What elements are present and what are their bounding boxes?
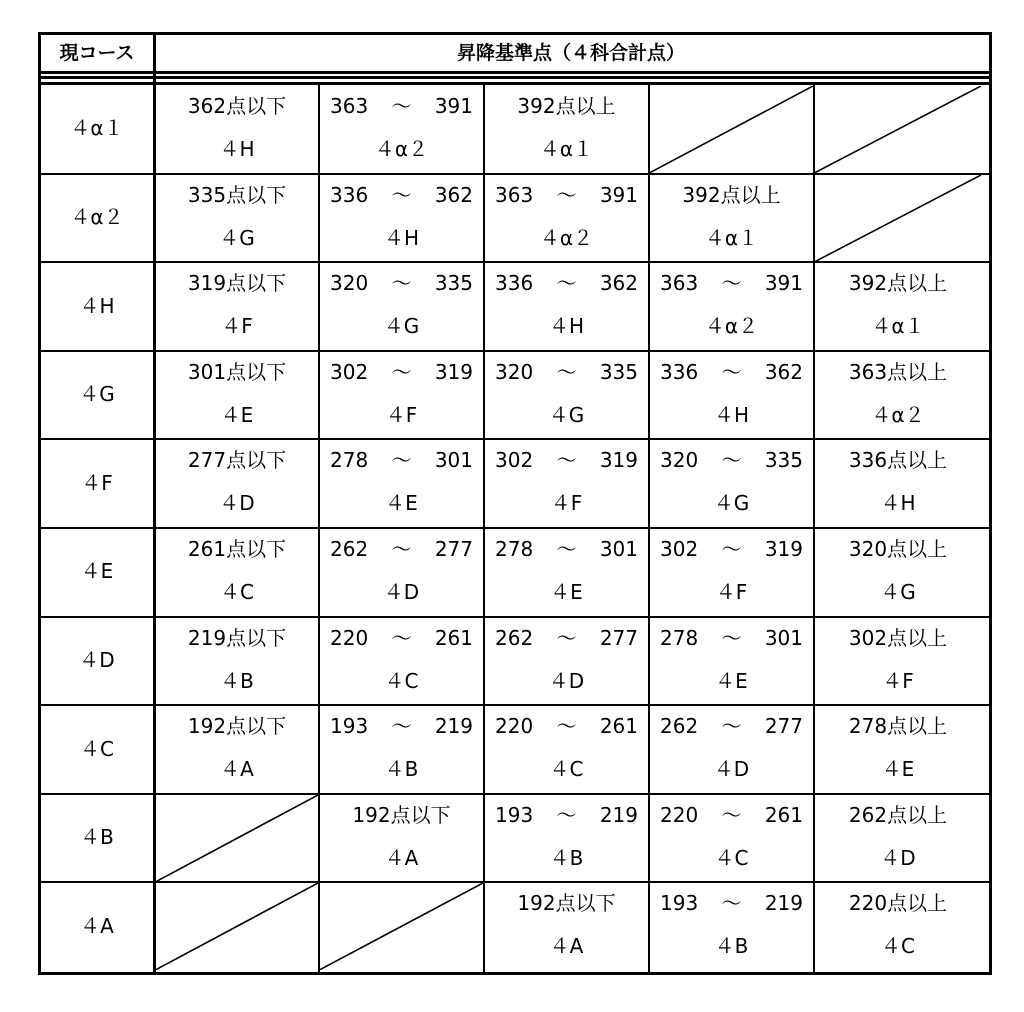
- empty-cell-diagonal: [815, 86, 981, 173]
- diagonal-line: [815, 86, 981, 173]
- range-sep: ～: [556, 714, 577, 739]
- criteria-cell: [156, 86, 318, 173]
- criteria-cell: [815, 175, 981, 262]
- range-lo: 262: [495, 625, 534, 650]
- score-threshold: 335点以下: [187, 182, 287, 207]
- criteria-cell: [156, 883, 318, 970]
- result-course: ４F: [221, 314, 253, 339]
- result-course: ４D: [880, 845, 916, 870]
- criteria-cell: [815, 795, 981, 882]
- criteria-cell: [156, 175, 318, 262]
- result-course: ４E: [385, 491, 418, 516]
- range-hi: 301: [764, 625, 803, 650]
- course-label: ４α２: [70, 204, 124, 229]
- range-hi: 277: [434, 537, 473, 561]
- range-sep: ～: [556, 271, 577, 296]
- header-course-label: 現コース: [59, 42, 135, 64]
- range-hi: 277: [764, 714, 803, 739]
- range-hi: 261: [764, 802, 803, 827]
- result-course: ４E: [881, 757, 915, 782]
- range-sep: ～: [721, 625, 742, 650]
- range-hi: 219: [599, 802, 638, 827]
- score-threshold: 363点以上: [848, 359, 948, 384]
- range-sep: ～: [721, 271, 742, 296]
- range-sep: ～: [556, 448, 577, 473]
- range-lo: 193: [495, 802, 534, 827]
- result-course: ４B: [549, 845, 584, 870]
- result-course: ４G: [383, 314, 420, 339]
- result-course: ４H: [713, 402, 750, 427]
- range-sep: ～: [391, 537, 412, 561]
- range-sep: ～: [556, 625, 577, 650]
- result-course: ４A: [384, 845, 419, 870]
- score-threshold: 319点以下: [187, 271, 287, 296]
- criteria-cell: [156, 440, 318, 527]
- criteria-cell: [650, 440, 813, 527]
- range-lo: 262: [660, 714, 699, 739]
- criteria-cell: [320, 263, 483, 350]
- range-sep: ～: [391, 271, 412, 296]
- criteria-cell: [815, 86, 981, 173]
- result-course: ４G: [548, 402, 585, 427]
- criteria-cell: [156, 352, 318, 439]
- criteria-cell: [650, 883, 813, 970]
- score-threshold: 219点以下: [187, 625, 287, 650]
- criteria-cell: [156, 618, 318, 705]
- criteria-cell: [156, 529, 318, 616]
- range-sep: ～: [721, 802, 742, 827]
- diagonal-line: [320, 883, 483, 970]
- range-lo: 262: [330, 537, 369, 561]
- course-label: ４H: [79, 293, 115, 318]
- score-threshold: 302点以上: [848, 625, 948, 650]
- range-lo: 320: [330, 271, 369, 296]
- criteria-cell: [650, 618, 813, 705]
- criteria-cell: [320, 86, 483, 173]
- criteria-cell: [485, 440, 648, 527]
- criteria-cell: [650, 706, 813, 793]
- course-label: ４α１: [70, 116, 124, 141]
- range-sep: ～: [721, 537, 742, 561]
- result-course: ４E: [220, 402, 254, 427]
- range-lo: 320: [660, 448, 699, 473]
- range-lo: 320: [495, 359, 534, 384]
- criteria-cell: [650, 529, 813, 616]
- criteria-cell: [485, 883, 648, 970]
- range-lo: 302: [330, 359, 369, 384]
- result-course: ４B: [714, 934, 749, 959]
- result-course: ４C: [384, 668, 419, 693]
- criteria-cell: [485, 618, 648, 705]
- criteria-cell: [485, 706, 648, 793]
- diagonal-line: [815, 175, 981, 262]
- score-threshold: 336点以上: [848, 448, 948, 473]
- range-sep: ～: [391, 625, 412, 650]
- criteria-cell: [650, 86, 813, 173]
- result-course: ４B: [384, 757, 419, 782]
- range-lo: 220: [495, 714, 534, 739]
- empty-cell-diagonal: [815, 175, 981, 262]
- range-lo: 278: [660, 625, 699, 650]
- result-course: ４α２: [871, 402, 925, 427]
- course-label: ４G: [79, 382, 115, 407]
- score-threshold: 220点以上: [848, 891, 948, 916]
- result-course: ４F: [385, 402, 418, 427]
- result-course: ４C: [714, 845, 749, 870]
- range-lo: 220: [330, 625, 369, 650]
- range-hi: 301: [599, 537, 638, 561]
- criteria-cell: [156, 263, 318, 350]
- range-lo: 336: [330, 182, 369, 207]
- range-lo: 363: [660, 271, 699, 296]
- range-sep: ～: [556, 359, 577, 384]
- diagonal-line: [650, 86, 813, 173]
- criteria-cell: [485, 795, 648, 882]
- criteria-cell: [650, 263, 813, 350]
- score-threshold: 192点以下: [187, 714, 287, 739]
- result-course: ４E: [715, 668, 748, 693]
- course-label: ４C: [80, 736, 114, 761]
- range-sep: ～: [721, 714, 742, 739]
- range-sep: ～: [391, 714, 412, 739]
- header-criteria-label: 昇降基準点（４科合計点）: [456, 42, 685, 64]
- range-hi: 335: [764, 448, 803, 473]
- score-threshold: 362点以下: [187, 94, 287, 118]
- result-course: ４D: [548, 668, 585, 693]
- range-sep: ～: [556, 537, 577, 561]
- criteria-cell: [320, 352, 483, 439]
- range-lo: 302: [495, 448, 534, 473]
- range-sep: ～: [556, 182, 577, 207]
- result-course: ４G: [880, 580, 916, 604]
- result-course: ４C: [220, 580, 254, 604]
- criteria-cell: [320, 440, 483, 527]
- result-course: ４C: [549, 757, 584, 782]
- result-course: ４D: [219, 491, 255, 516]
- criteria-cell: [815, 529, 981, 616]
- criteria-cell: [320, 795, 483, 882]
- empty-cell-diagonal: [650, 86, 813, 173]
- criteria-cell: [815, 618, 981, 705]
- criteria-cell: [815, 263, 981, 350]
- range-lo: 302: [660, 537, 699, 561]
- criteria-cell: [320, 175, 483, 262]
- criteria-cell: [485, 529, 648, 616]
- diagonal-line: [156, 883, 318, 970]
- criteria-cell: [650, 352, 813, 439]
- course-label: ４D: [79, 647, 115, 672]
- course-label: ４B: [80, 825, 114, 850]
- criteria-cell: [650, 175, 813, 262]
- result-course: ４E: [550, 580, 583, 604]
- criteria-cell: [650, 795, 813, 882]
- course-label: ４F: [81, 470, 113, 495]
- result-course: ４C: [881, 934, 915, 959]
- criteria-cell: [320, 618, 483, 705]
- result-course: ４α２: [704, 314, 759, 339]
- range-sep: ～: [391, 94, 412, 118]
- result-course: ４H: [219, 137, 255, 161]
- result-course: ４D: [713, 757, 750, 782]
- result-course: ４G: [219, 225, 255, 250]
- range-hi: 391: [599, 182, 638, 207]
- result-course: ４A: [220, 757, 254, 782]
- score-threshold: 392点以上: [517, 94, 616, 118]
- criteria-cell: [815, 352, 981, 439]
- course-label: ４E: [80, 559, 114, 584]
- result-course: ４B: [220, 668, 254, 693]
- range-hi: 319: [764, 537, 803, 561]
- result-course: ４α１: [871, 314, 925, 339]
- range-lo: 193: [660, 891, 699, 916]
- result-course: ４H: [383, 225, 420, 250]
- range-hi: 362: [599, 271, 638, 296]
- criteria-cell: [156, 706, 318, 793]
- range-hi: 261: [599, 714, 638, 739]
- range-hi: 362: [764, 359, 803, 384]
- result-course: ４H: [880, 491, 916, 516]
- criteria-cell: [156, 795, 318, 882]
- empty-cell-diagonal: [156, 795, 318, 882]
- score-threshold: 278点以上: [848, 714, 948, 739]
- score-threshold: 277点以下: [187, 448, 287, 473]
- score-threshold: 320点以上: [848, 537, 948, 561]
- result-course: ４H: [548, 314, 585, 339]
- range-lo: 278: [330, 448, 369, 473]
- range-lo: 336: [660, 359, 699, 384]
- range-lo: 193: [330, 714, 369, 739]
- empty-cell-diagonal: [156, 883, 318, 970]
- range-hi: 335: [434, 271, 473, 296]
- range-sep: ～: [556, 802, 577, 827]
- range-lo: 336: [495, 271, 534, 296]
- score-threshold: 261点以下: [187, 537, 287, 561]
- criteria-cell: [485, 352, 648, 439]
- range-hi: 301: [434, 448, 473, 473]
- score-threshold: 192点以下: [352, 802, 451, 827]
- range-lo: 220: [660, 802, 699, 827]
- range-hi: 362: [434, 182, 473, 207]
- criteria-cell: [485, 175, 648, 262]
- range-lo: 363: [495, 182, 534, 207]
- criteria-cell: [320, 883, 483, 970]
- criteria-cell: [320, 706, 483, 793]
- range-sep: ～: [721, 891, 742, 916]
- result-course: ４F: [882, 668, 914, 693]
- score-threshold: 392点以上: [682, 182, 781, 207]
- empty-cell-diagonal: [320, 883, 483, 970]
- score-threshold: 192点以下: [517, 891, 616, 916]
- criteria-cell: [485, 263, 648, 350]
- range-hi: 391: [434, 94, 473, 118]
- range-sep: ～: [391, 359, 412, 384]
- score-threshold: 301点以下: [187, 359, 287, 384]
- range-hi: 277: [599, 625, 638, 650]
- result-course: ４α２: [539, 225, 594, 250]
- criteria-table: [38, 32, 992, 975]
- range-hi: 319: [434, 359, 473, 384]
- course-label: ４A: [80, 913, 114, 938]
- range-sep: ～: [391, 182, 412, 207]
- criteria-cell: [815, 706, 981, 793]
- criteria-cell: [320, 529, 483, 616]
- range-lo: 363: [330, 94, 369, 118]
- result-course: ４G: [713, 491, 750, 516]
- range-sep: ～: [721, 359, 742, 384]
- result-course: ４F: [550, 491, 583, 516]
- result-course: ４A: [549, 934, 584, 959]
- range-hi: 261: [434, 625, 473, 650]
- criteria-cell: [485, 86, 648, 173]
- range-hi: 219: [764, 891, 803, 916]
- range-sep: ～: [391, 448, 412, 473]
- range-hi: 319: [599, 448, 638, 473]
- range-hi: 335: [599, 359, 638, 384]
- result-course: ４α２: [374, 137, 429, 161]
- diagonal-line: [156, 795, 318, 882]
- range-sep: ～: [721, 448, 742, 473]
- criteria-cell: [815, 883, 981, 970]
- result-course: ４α１: [704, 225, 759, 250]
- result-course: ４α１: [539, 137, 594, 161]
- score-threshold: 392点以上: [848, 271, 948, 296]
- result-course: ４F: [715, 580, 748, 604]
- range-hi: 391: [764, 271, 803, 296]
- result-course: ４D: [383, 580, 420, 604]
- range-hi: 219: [434, 714, 473, 739]
- range-lo: 278: [495, 537, 534, 561]
- score-threshold: 262点以上: [848, 802, 948, 827]
- criteria-cell: [815, 440, 981, 527]
